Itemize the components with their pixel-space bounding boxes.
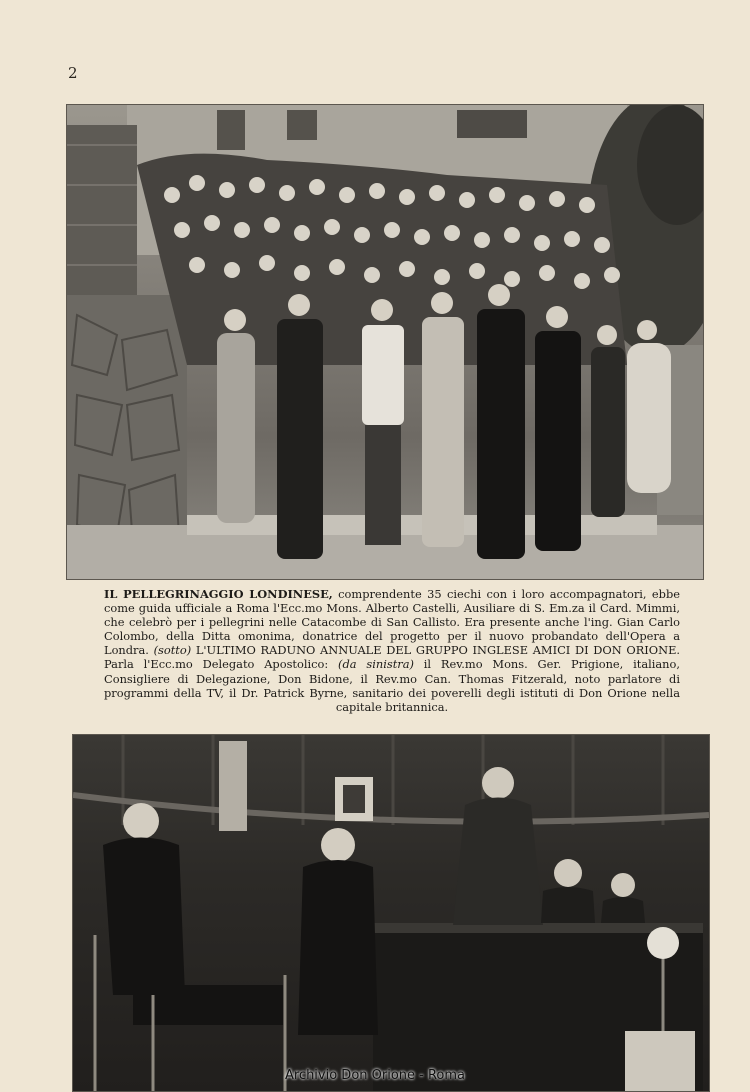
- photo-caption: [104, 587, 680, 714]
- caption-text-2: Parla l'Ecc.mo Delegato Apostolico:: [104, 657, 339, 672]
- meeting-photo: [72, 734, 710, 1092]
- caption-da-sinistra: (da sinistra): [338, 657, 414, 672]
- caption-heading-2: L'ULTIMO RADUNO ANNUALE DEL GRUPPO INGLESE AMICI DI DON ORIONE.: [191, 643, 681, 658]
- meeting-photo-illustration: [73, 735, 709, 1091]
- page-number: 2: [68, 64, 78, 82]
- group-photo-illustration: [67, 105, 703, 579]
- caption-sotto: (sotto): [153, 643, 192, 658]
- caption-title: IL PELLEGRINAGGIO LONDINESE,: [104, 587, 333, 601]
- archive-watermark: Archivio Don Orione - Roma: [284, 1068, 466, 1083]
- caption-text-3: il Rev.mo Mons. Ger. Prigione, italiano, Consigliere di Delegazione, Don Bidone, il Rev.mo Can. Thomas Fitzerald, noto parlatore di programmi della TV, il Dr. Patrick Byrne, sanitario dei poverelli degli istituti di Don Orione nella capitale britannica.: [104, 657, 680, 714]
- caption-text-1: comprendente 35 ciechi con i loro accompagnatori, ebbe come guida ufficiale a Roma l'Ecc.mo Mons. Alberto Castelli, Ausiliare di S. Em.za il Card. Mimmi, che celebrò per i pellegrini nelle Catacombe di San Callisto. Era presente anche l'ing. Gian Carlo Colombo, della Ditta omonima, donatrice del progetto per il nuovo probandato dell'Opera a Londra.: [104, 587, 680, 658]
- group-photo: [66, 104, 704, 580]
